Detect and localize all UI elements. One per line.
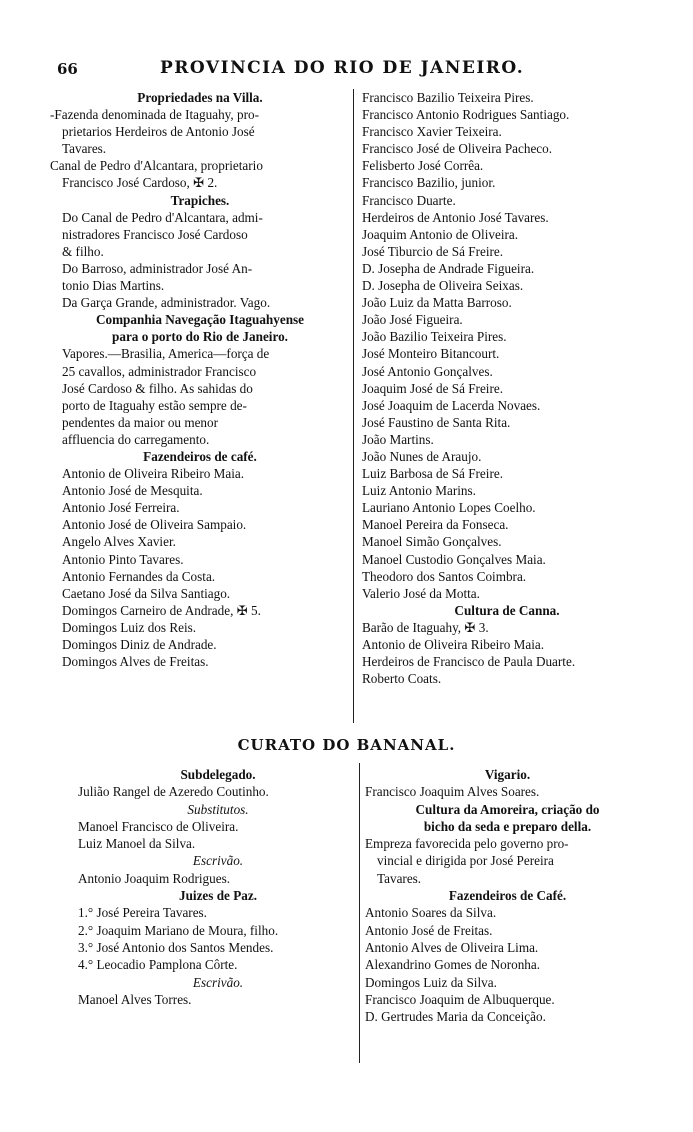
text-line: Luiz Barbosa de Sá Freire. [362,466,503,482]
text-line: Manoel Alves Torres. [78,991,192,1007]
text-line: Caetano José da Silva Santiago. [62,585,231,601]
text-line: Manoel Simão Gonçalves. [362,534,502,550]
column-divider [353,89,354,723]
text-line: Domingos Carneiro de Andrade, ✠ 5. [62,602,261,618]
text-line: José Tiburcio de Sá Freire. [362,243,504,259]
text-line: 4.° Leocadio Pamplona Côrte. [78,957,238,973]
text-line: Escrivão. [192,974,244,990]
text-line: Joaquim José de Sá Freire. [362,380,504,396]
text-line: Manoel Francisco de Oliveira. [78,818,239,834]
text-line: Francisco Joaquim Alves Soares. [365,784,540,800]
text-line: 2.° Joaquim Mariano de Moura, filho. [78,922,279,938]
text-line: Valerio José da Motta. [362,585,480,601]
text-line: Francisco Bazilio, junior. [362,175,496,191]
section-heading: Subdelegado. [180,767,256,782]
text-line: -Fazenda denominada de Itaguahy, pro- [50,107,259,123]
text-line: prietarios Herdeiros de Antonio José [62,124,255,140]
text-line: 1.° José Pereira Tavares. [78,905,207,921]
text-line: tonio Dias Martins. [62,278,165,294]
text-line: affluencia do carregamento. [62,431,210,447]
text-line: José Faustino de Santa Rita. [362,414,511,430]
text-line: Antonio Fernandes da Costa. [62,568,216,584]
text-line: Francisco Joaquim de Albuquerque. [365,991,555,1007]
text-line: Antonio de Oliveira Ribeiro Maia. [62,466,245,482]
text-line: Do Canal de Pedro d'Alcantara, admi- [62,209,263,225]
text-line: Escrivão. [192,853,244,869]
text-line: 3.° José Antonio dos Santos Mendes. [78,939,274,955]
text-line: José Monteiro Bitancourt. [362,346,500,362]
left-column-curato [78,766,358,1008]
text-line: Domingos Luiz dos Reis. [62,619,197,635]
section-heading: Cultura da Amoreira, criação do [415,801,600,817]
text-line: João Nunes de Araujo. [362,448,482,464]
page-header [0,58,693,82]
section-heading: Vigario. [484,767,531,782]
text-line: Luiz Antonio Marins. [362,483,476,499]
text-line: Roberto Coats. [362,671,442,687]
text-line: 25 cavallos, administrador Francisco [62,363,257,379]
text-line: Francisco José Cardoso, ✠ 2. [62,175,218,191]
text-line: Antonio José de Oliveira Sampaio. [62,517,247,533]
text-line: Joaquim Antonio de Oliveira. [362,226,519,242]
section-heading: Propriedades na Villa. [137,90,263,105]
text-line: José Cardoso & filho. As sahidas do [62,380,253,396]
right-column-curato [365,766,650,1025]
text-line: Luiz Manoel da Silva. [78,836,196,852]
text-line: José Joaquim de Lacerda Novaes. [362,397,541,413]
text-line: Domingos Alves de Freitas. [62,654,209,670]
text-line: Manoel Custodio Gonçalves Maia. [362,551,546,567]
text-line: Da Garça Grande, administrador. Vago. [62,295,271,311]
text-line: Herdeiros de Francisco de Paula Duarte. [362,654,576,670]
text-line: Alexandrino Gomes de Noronha. [365,957,541,973]
section-title-curato: CURATO DO BANANAL. [237,736,456,754]
text-line: Antonio de Oliveira Ribeiro Maia. [362,637,545,652]
text-line: Julião Rangel de Azeredo Coutinho. [78,784,269,800]
section-heading: Juizes de Paz. [178,888,257,904]
text-line: D. Josepha de Oliveira Seixas. [362,278,524,294]
right-column-villa [362,89,652,687]
text-line: João Bazilio Teixeira Pires. [362,329,507,345]
section-heading: Cultura de Canna. [454,602,560,618]
text-line: D. Gertrudes Maria da Conceição. [365,1009,546,1025]
page-title: PROVINCIA DO RIO DE JANEIRO. [160,58,525,78]
text-line: Francisco José de Oliveira Pacheco. [362,141,553,157]
text-line: Lauriano Antonio Lopes Coelho. [362,500,536,516]
text-line: Vapores.—Brasilia, America—força de [62,346,270,362]
section-heading: Fazendeiros de café. [143,448,257,464]
text-line: porto de Itaguahy estão sempre de- [62,397,247,413]
text-line: Do Barroso, administrador José An- [62,260,253,276]
text-line: Antonio Alves de Oliveira Lima. [365,939,539,955]
text-line: Francisco Duarte. [362,192,456,208]
text-line: Francisco Xavier Teixeira. [362,124,502,140]
text-line: Herdeiros de Antonio José Tavares. [362,209,549,225]
text-line: pendentes da maior ou menor [62,414,219,430]
text-line: & filho. [62,243,104,259]
section-heading: bicho da seda e preparo della. [423,818,592,834]
text-line: Antonio José Ferreira. [62,500,180,516]
text-line: João José Figueira. [362,312,463,328]
text-line: Francisco Antonio Rodrigues Santiago. [362,107,570,123]
text-line: Empreza favorecida pelo governo pro- [365,836,569,852]
text-line: Substitutos. [187,801,249,817]
text-line: Antonio Pinto Tavares. [62,551,184,567]
text-line: Domingos Luiz da Silva. [365,974,497,990]
text-line: Manoel Pereira da Fonseca. [362,517,509,533]
section-heading: Trapiches. [170,192,230,208]
text-line: Antonio José de Freitas. [365,922,493,938]
left-column-villa [50,89,350,670]
section-heading: Fazendeiros de Café. [448,888,567,904]
text-line: D. Josepha de Andrade Figueira. [362,260,535,276]
text-line: João Martins. [362,431,434,447]
page-number: 66 [57,60,78,78]
text-line: Antonio José de Mesquita. [62,483,203,499]
section-heading: para o porto do Rio de Janeiro. [112,329,288,345]
text-line: João Luiz da Matta Barroso. [362,295,512,311]
text-line: Theodoro dos Santos Coimbra. [362,568,527,584]
text-line: Domingos Diniz de Andrade. [62,637,217,652]
text-line: vincial e dirigida por José Pereira [377,853,554,869]
text-line: José Antonio Gonçalves. [362,363,493,379]
text-line: Tavares. [62,141,107,157]
section-heading: Companhia Navegação Itaguahyense [95,312,305,328]
text-line: Canal de Pedro d'Alcantara, proprietario [50,158,263,174]
text-line: Barão de Itaguahy, ✠ 3. [362,619,489,635]
text-line: Antonio Joaquim Rodrigues. [78,870,231,886]
column-divider-curato [359,763,360,1063]
text-line: Francisco Bazilio Teixeira Pires. [362,90,534,105]
text-line: nistradores Francisco José Cardoso [62,226,248,242]
text-line: Angelo Alves Xavier. [62,534,176,550]
text-line: Tavares. [377,870,422,886]
text-line: Antonio Soares da Silva. [365,905,497,921]
text-line: Felisberto José Corrêa. [362,158,484,174]
